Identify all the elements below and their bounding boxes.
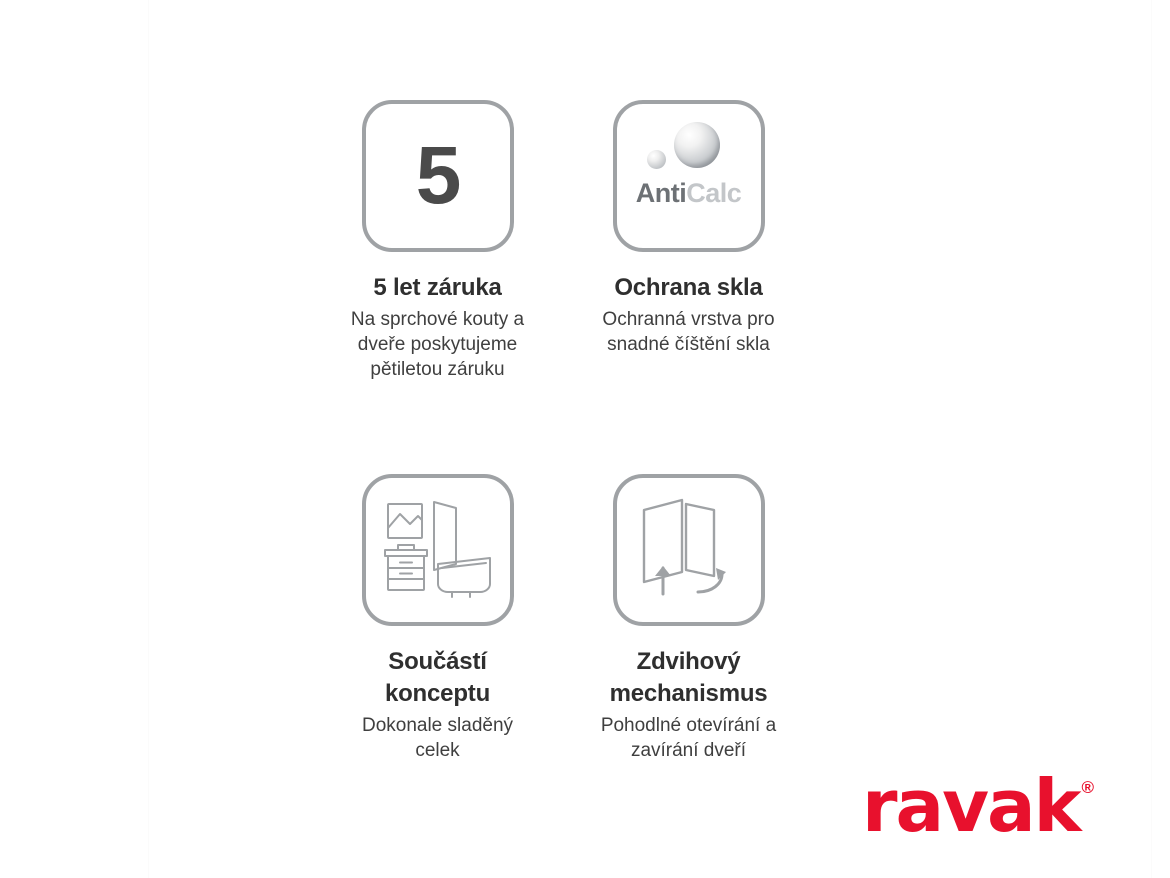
feature-glass-protection bbox=[602, 100, 775, 382]
registered-trademark-icon: ® bbox=[1081, 778, 1094, 797]
bathroom-concept-drawing bbox=[382, 498, 494, 602]
feature-concept-title: Součástí konceptu bbox=[384, 648, 491, 707]
water-droplet-large-icon bbox=[674, 122, 720, 168]
anticalc-graphic bbox=[619, 106, 759, 246]
anticalc-word-calc: Calc bbox=[686, 178, 742, 208]
lift-door-drawing bbox=[636, 496, 742, 604]
page-edge-right bbox=[1151, 0, 1170, 878]
feature-row-1 bbox=[350, 100, 830, 382]
page-edge-left bbox=[0, 0, 149, 878]
feature-lift-mechanism-desc: Pohodlné otevírání a zavírání dveří bbox=[600, 714, 777, 761]
brand-logo-text: ravak bbox=[861, 764, 1080, 848]
feature-row-2 bbox=[360, 474, 830, 763]
feature-glass-protection-title: Ochrana skla bbox=[614, 274, 763, 301]
feature-grid bbox=[350, 100, 830, 763]
feature-warranty-title: 5 let záruka bbox=[373, 274, 502, 301]
bathroom-concept-icon bbox=[362, 474, 514, 626]
numeral-5-icon bbox=[362, 100, 514, 252]
anticalc-wordmark bbox=[619, 178, 759, 209]
anticalc-icon bbox=[613, 100, 765, 252]
feature-lift-mechanism-title: Zdvihový mechanismus bbox=[609, 648, 768, 707]
water-droplet-small-icon bbox=[647, 150, 666, 169]
numeral-5-text: 5 bbox=[415, 130, 460, 221]
anticalc-word-anti: Anti bbox=[635, 178, 687, 208]
feature-warranty bbox=[350, 100, 525, 382]
feature-concept bbox=[360, 474, 515, 763]
feature-lift-mechanism bbox=[600, 474, 777, 763]
lift-door-icon bbox=[613, 474, 765, 626]
feature-warranty-desc: Na sprchové kouty a dveře poskytujeme pětiletou záruku bbox=[350, 309, 525, 381]
brand-logo bbox=[861, 764, 1094, 848]
feature-glass-protection-desc: Ochranná vrstva pro snadné číštění skla bbox=[602, 309, 775, 356]
feature-concept-desc: Dokonale sladěný celek bbox=[361, 714, 514, 761]
